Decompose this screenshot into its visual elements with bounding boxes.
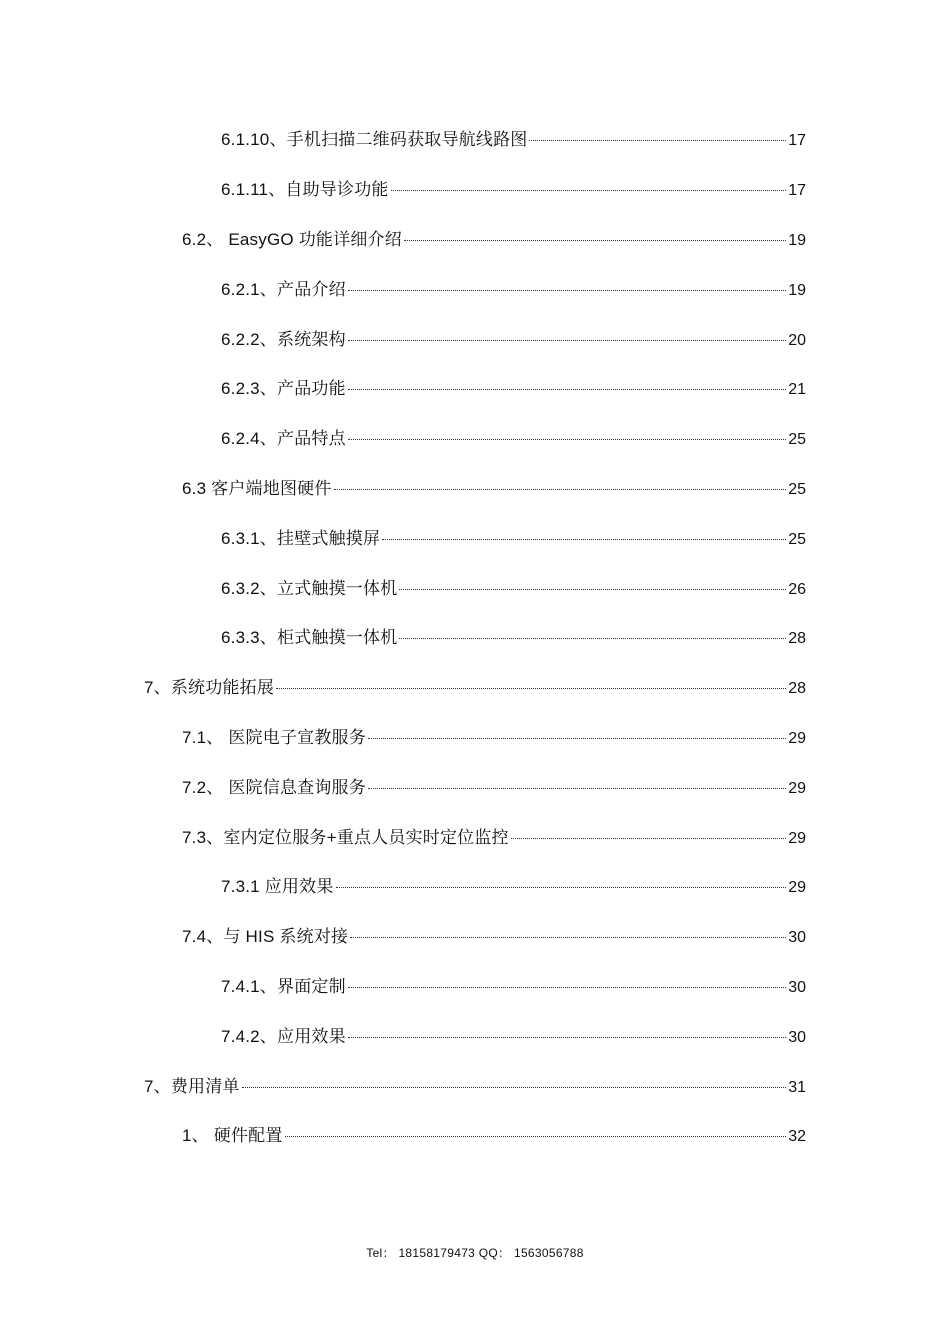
toc-entry-line	[182, 777, 806, 800]
toc-page-number[interactable]: 29	[788, 779, 806, 797]
toc-entry-line	[182, 229, 806, 252]
toc-page-number[interactable]: 19	[788, 231, 806, 249]
toc-entry-line	[182, 827, 806, 850]
toc-entry-line	[221, 179, 806, 202]
toc-dot-leader	[334, 489, 787, 490]
toc-entry[interactable]	[0, 564, 950, 614]
toc-entry-title[interactable]: 6.3.1、挂壁式触摸屏	[221, 528, 381, 548]
toc-dot-leader	[529, 140, 786, 141]
toc-entry-title[interactable]: 6.2.1、产品介绍	[221, 279, 346, 299]
toc-page-number[interactable]: 28	[788, 680, 806, 698]
toc-page-number[interactable]: 20	[788, 331, 806, 349]
toc-page-number[interactable]: 29	[788, 729, 806, 747]
toc-page-number[interactable]: 17	[788, 132, 806, 150]
toc-entry-line	[144, 1076, 806, 1099]
toc-entry[interactable]	[0, 116, 950, 166]
toc-entry[interactable]	[0, 465, 950, 515]
toc-dot-leader	[276, 688, 786, 689]
toc-entry-line	[221, 378, 806, 401]
toc-entry-title[interactable]: 6.1.11、自助导诊功能	[221, 180, 389, 200]
toc-entry-title[interactable]: 6.2.2、系统架构	[221, 329, 346, 349]
toc-page-number[interactable]: 31	[788, 1078, 806, 1096]
toc-page-number[interactable]: 19	[788, 281, 806, 299]
toc-entry-title[interactable]: 6.2.4、产品特点	[221, 429, 346, 449]
toc-page-number[interactable]: 25	[788, 530, 806, 548]
toc-entry-line	[221, 329, 806, 352]
toc-page-number[interactable]: 25	[788, 480, 806, 498]
toc-entry[interactable]	[0, 216, 950, 266]
toc-page-number[interactable]: 30	[788, 929, 806, 947]
toc-entry[interactable]	[0, 813, 950, 863]
toc-entry[interactable]	[0, 1112, 950, 1162]
toc-dot-leader	[242, 1087, 787, 1088]
toc-entry-line	[182, 1125, 806, 1148]
toc-entry-title[interactable]: 6.2、 EasyGO 功能详细介绍	[182, 229, 402, 249]
toc-dot-leader	[350, 937, 786, 938]
toc-entry[interactable]	[0, 265, 950, 315]
toc-page-number[interactable]: 29	[788, 829, 806, 847]
toc-entry-line	[221, 428, 806, 451]
toc-entry-line	[221, 578, 806, 601]
toc-entry[interactable]	[0, 514, 950, 564]
toc-entry[interactable]	[0, 664, 950, 714]
toc-entry[interactable]	[0, 913, 950, 963]
toc-entry[interactable]	[0, 763, 950, 813]
toc-dot-leader	[348, 987, 786, 988]
toc-page-number[interactable]: 26	[788, 580, 806, 598]
toc-dot-leader	[348, 340, 786, 341]
toc-entry[interactable]	[0, 365, 950, 415]
toc-entry-line	[182, 727, 806, 750]
toc-dot-leader	[285, 1136, 787, 1137]
toc-dot-leader	[336, 887, 787, 888]
toc-entry[interactable]	[0, 166, 950, 216]
toc-entry-line	[221, 279, 806, 302]
toc-page-number[interactable]: 25	[788, 431, 806, 449]
toc-dot-leader	[348, 389, 786, 390]
toc-entry-line	[221, 1026, 806, 1049]
toc-entry[interactable]	[0, 315, 950, 365]
toc-dot-leader	[368, 738, 786, 739]
toc-entry-line	[221, 876, 806, 899]
toc-entry[interactable]	[0, 963, 950, 1013]
toc-page-number[interactable]: 32	[788, 1128, 806, 1146]
toc-dot-leader	[382, 539, 786, 540]
toc-entry-line	[221, 976, 806, 999]
toc-entry-title[interactable]: 6.3.2、立式触摸一体机	[221, 578, 398, 598]
toc-page-number[interactable]: 17	[788, 182, 806, 200]
toc-entry-title[interactable]: 6.2.3、产品功能	[221, 379, 346, 399]
toc-page-number[interactable]: 21	[788, 381, 806, 399]
toc-dot-leader	[348, 439, 786, 440]
toc-dot-leader	[511, 838, 786, 839]
toc-dot-leader	[368, 788, 786, 789]
toc-entry-title[interactable]: 7.2、 医院信息查询服务	[182, 777, 366, 797]
toc-page-number[interactable]: 29	[788, 879, 806, 897]
toc-entry[interactable]	[0, 1012, 950, 1062]
toc-entry[interactable]	[0, 714, 950, 764]
page-footer-contact: Tel： 18158179473 QQ： 1563056788	[366, 1246, 584, 1260]
toc-entry-title[interactable]: 7.4.2、应用效果	[221, 1026, 346, 1046]
toc-entry-line	[144, 677, 806, 700]
toc-dot-leader	[391, 190, 787, 191]
toc-entry-title[interactable]: 1、 硬件配置	[182, 1126, 283, 1146]
toc-entry-title[interactable]: 7、系统功能拓展	[144, 678, 275, 698]
table-of-contents	[0, 116, 950, 1162]
toc-entry[interactable]	[0, 415, 950, 465]
toc-entry-title[interactable]: 6.3 客户端地图硬件	[182, 478, 332, 498]
toc-entry[interactable]	[0, 614, 950, 664]
toc-dot-leader	[348, 1037, 786, 1038]
toc-dot-leader	[399, 589, 786, 590]
toc-entry-title[interactable]: 7.1、 医院电子宣教服务	[182, 727, 366, 747]
toc-entry-title[interactable]: 7.4、与 HIS 系统对接	[182, 927, 349, 947]
toc-entry-title[interactable]: 6.3.3、柜式触摸一体机	[221, 628, 398, 648]
toc-entry-line	[182, 478, 806, 501]
toc-dot-leader	[399, 638, 786, 639]
toc-entry[interactable]	[0, 863, 950, 913]
toc-dot-leader	[348, 290, 786, 291]
toc-entry-line	[221, 129, 806, 152]
toc-entry-line	[182, 926, 806, 949]
toc-entry-title[interactable]: 7.3、室内定位服务+重点人员实时定位监控	[182, 827, 509, 847]
toc-entry-title[interactable]: 7.3.1 应用效果	[221, 877, 334, 897]
toc-entry-line	[221, 627, 806, 650]
toc-entry-line	[221, 528, 806, 551]
toc-page-number[interactable]: 30	[788, 978, 806, 996]
toc-page-number[interactable]: 30	[788, 1028, 806, 1046]
toc-page-number[interactable]: 28	[788, 630, 806, 648]
toc-entry-title[interactable]: 6.1.10、手机扫描二维码获取导航线路图	[221, 130, 528, 150]
toc-entry-title[interactable]: 7、费用清单	[144, 1076, 240, 1096]
toc-entry-title[interactable]: 7.4.1、界面定制	[221, 976, 346, 996]
toc-entry[interactable]	[0, 1062, 950, 1112]
toc-dot-leader	[404, 240, 786, 241]
